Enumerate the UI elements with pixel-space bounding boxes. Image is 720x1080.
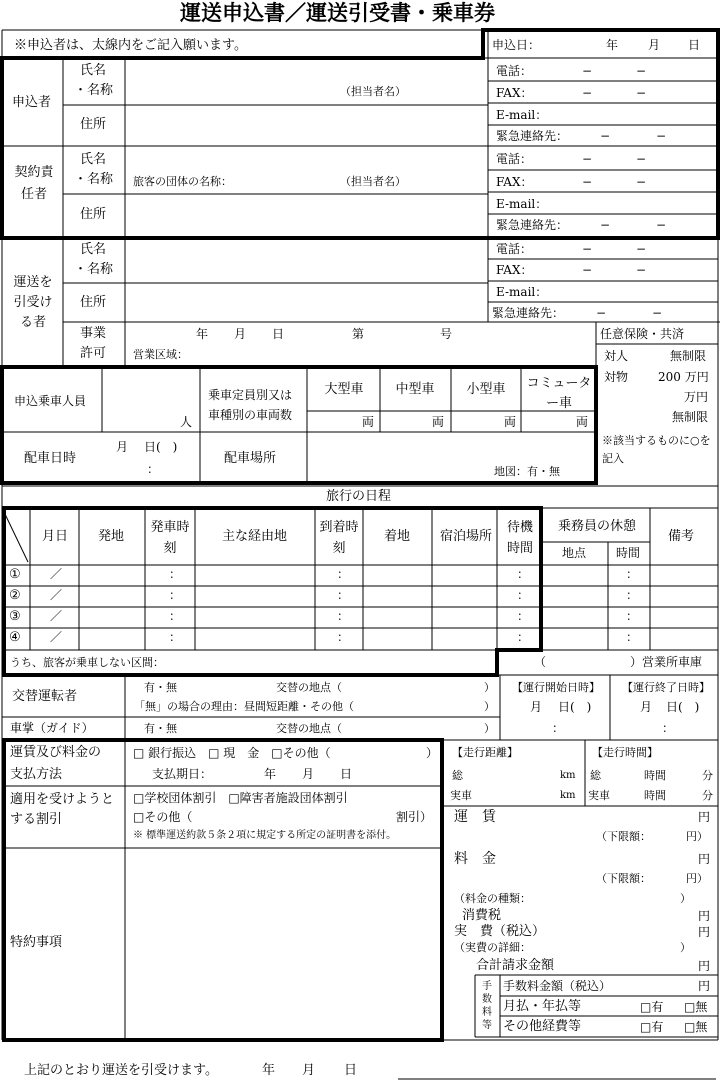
footer-year: 年	[262, 1063, 276, 1078]
dash: −	[582, 175, 593, 189]
row-dep-colon: ：	[169, 609, 182, 623]
dispatch-day: 日( )	[144, 440, 178, 454]
insurance-person-label: 対人	[604, 349, 629, 363]
total-amount-yen: 円	[698, 959, 711, 973]
tax-yen: 円	[698, 909, 711, 923]
insurance-title: 任意保険・共済	[600, 327, 685, 341]
contract-address-label: 住所	[80, 207, 107, 222]
discount-label: 適用を受けようと	[10, 792, 115, 807]
fare-lower-close: 円）	[686, 830, 708, 843]
other-expense-label: その他経費等	[503, 1019, 582, 1034]
fare-lower-label: （下限額：	[596, 830, 651, 843]
monthly-yes-checkbox[interactable]: □有	[640, 1000, 664, 1014]
dash: −	[600, 129, 611, 143]
permit-year: 年	[196, 327, 209, 341]
end-day: 日( )	[666, 700, 700, 714]
row-wait-colon: ：	[517, 609, 530, 623]
dash: −	[652, 306, 663, 320]
emergency-label-2: 緊急連絡先：	[496, 218, 569, 232]
contract-address-field[interactable]	[127, 196, 485, 236]
col-stay: 宿泊場所	[440, 529, 493, 544]
start-day: 日( )	[558, 700, 592, 714]
email-label-3: E-mail：	[496, 285, 548, 299]
contract-name-label2: ・名称	[74, 172, 114, 187]
payment-options-close: ）	[426, 746, 439, 760]
operation-end-label: 【運行終了日時】	[622, 681, 710, 694]
insurance-unlimited: 無制限	[672, 410, 709, 424]
guide-point-label: 交替の地点（	[276, 722, 342, 735]
distance-total-label: 総	[452, 769, 463, 782]
permit-number-suffix: 号	[440, 327, 453, 341]
apply-date-day: 日	[688, 38, 701, 52]
relief-reason-close: ）	[484, 700, 495, 713]
time-total-minute: 分	[702, 769, 713, 782]
dash: −	[636, 175, 647, 189]
payment-label2: 支払方法	[10, 767, 63, 782]
dash: −	[656, 218, 667, 232]
col-route: 主な経由地	[222, 529, 288, 544]
permit-label: 事業	[80, 326, 107, 341]
col-departure-time: 発車時刻	[150, 520, 190, 556]
dash: −	[596, 306, 607, 320]
contract-name-label: 氏名	[80, 152, 107, 167]
tel-label-2: 電話：	[496, 152, 533, 166]
start-month: 月	[530, 700, 543, 714]
row-rest-colon: ：	[626, 588, 639, 602]
group-name-label: 旅客の団体の名称：	[133, 175, 232, 188]
relief-no-reason: 「無」の場合の理由：昼間短距離・その他（	[134, 700, 354, 713]
actual-detail-label: （実費の詳細：	[454, 941, 531, 954]
commission-label: 手数料金額（税込）	[503, 979, 612, 993]
operation-start-label: 【運行開始日時】	[512, 681, 600, 694]
tel-label-3: 電話：	[496, 242, 533, 256]
guide-point-close: ）	[484, 722, 495, 735]
time-actual-minute: 分	[702, 789, 713, 802]
distance-total-unit: km	[560, 770, 576, 781]
time-title: 【走行時間】	[592, 746, 658, 759]
row-wait-colon: ：	[517, 630, 530, 644]
dispatch-month: 月	[116, 440, 129, 454]
dash: −	[636, 263, 647, 277]
fare-yen: 円	[698, 810, 711, 824]
payment-label: 運賃及び料金の	[10, 745, 102, 760]
col-to: 着地	[384, 529, 411, 544]
note-top: ※申込者は、太線内をご記入願います。	[14, 38, 247, 53]
time-total-label: 総	[590, 769, 601, 782]
row-wait-colon: ：	[517, 567, 530, 581]
row-arr-colon: ：	[337, 630, 350, 644]
itinerary-title: 旅行の日程	[326, 489, 392, 504]
end-month: 月	[640, 700, 653, 714]
apply-date-year: 年	[606, 38, 619, 52]
insurance-property-unit: 万円	[684, 390, 709, 404]
dispatch-place-label: 配車場所	[224, 451, 277, 466]
commuter-label: コミューター車	[526, 376, 592, 411]
discount-other-close: 割引）	[396, 810, 433, 824]
payment-options[interactable]: □ 銀行振込 □ 現 金 □その他（	[133, 746, 331, 760]
business-area-label: 営業区域：	[133, 348, 188, 361]
insurance-note: ※該当するものに○を記入	[602, 434, 711, 465]
row-number: ②	[9, 588, 21, 603]
row-rest-colon: ：	[626, 609, 639, 623]
distance-actual-label: 実車	[450, 789, 472, 802]
dash: −	[656, 129, 667, 143]
relief-yes-no: 有・無	[144, 681, 177, 694]
emergency-label-3: 緊急連絡先：	[492, 306, 565, 320]
time-total-hour: 時間	[644, 769, 666, 782]
carrier-name-label2: ・名称	[74, 262, 114, 277]
fax-label-1: FAX：	[496, 86, 533, 100]
dispatch-date-label: 配車日時	[24, 451, 77, 466]
end-time-colon: ：	[662, 721, 675, 735]
col-rest-time: 時間	[616, 546, 641, 560]
row-arr-colon: ：	[337, 588, 350, 602]
distance-actual-unit: km	[560, 790, 576, 801]
unit-large: 両	[362, 415, 375, 429]
charge-kind-label: （料金の種類：	[454, 892, 531, 905]
payment-due-year: 年	[264, 767, 277, 781]
emergency-label-1: 緊急連絡先：	[496, 129, 569, 143]
charge-yen: 円	[698, 852, 711, 866]
guide-label: 車掌（ガイド）	[10, 721, 94, 735]
discount-note: ※ 標準運送約款５条２項に規定する所定の証明書を添付。	[133, 830, 397, 841]
discount-label2: する割引	[10, 812, 63, 827]
col-rest-place: 地点	[562, 546, 587, 560]
passengers-unit: 人	[180, 415, 193, 429]
special-terms-field[interactable]	[128, 851, 439, 1037]
footer-month: 月	[302, 1063, 316, 1078]
total-amount-label: 合計請求金額	[476, 958, 555, 973]
col-wait-time: 待機時間	[506, 520, 533, 556]
unit-medium: 両	[432, 415, 445, 429]
row-rest-colon: ：	[626, 630, 639, 644]
large-bus-label: 大型車	[324, 382, 364, 397]
applicant-address-field[interactable]	[127, 107, 485, 145]
email-label-2: E-mail：	[496, 197, 548, 211]
dash: −	[582, 152, 593, 166]
applicant-name-label2: ・名称	[74, 83, 114, 98]
discount-options[interactable]: □学校団体割引 □障害者施設団体割引	[133, 791, 348, 805]
row-date-slash: ／	[50, 567, 63, 581]
carrier-label: 運送を引受ける者	[13, 275, 53, 330]
actual-detail-close: ）	[680, 941, 691, 954]
fax-label-3: FAX：	[496, 263, 533, 277]
commission-vertical-label: 手数料等	[482, 981, 492, 1031]
tel-label-1: 電話：	[496, 64, 533, 78]
charge-lower-label: （下限額：	[596, 872, 651, 885]
charge-lower-close: 円）	[686, 872, 708, 885]
row-wait-colon: ：	[517, 588, 530, 602]
garage-label: （ ）営業所車庫	[534, 655, 703, 669]
dash: −	[582, 86, 593, 100]
page-title: 運送申込書／運送引受書・乗車券	[180, 1, 495, 25]
commission-yen: 円	[698, 979, 711, 993]
dash: −	[600, 218, 611, 232]
dash: −	[582, 64, 593, 78]
applicant-name-field[interactable]	[127, 60, 485, 104]
applicant-name-label: 氏名	[80, 63, 107, 78]
insurance-person-value: 無制限	[670, 349, 707, 363]
footer-statement: 上記のとおり運送を引受けます。	[24, 1063, 218, 1078]
dispatch-place-field[interactable]	[309, 434, 594, 480]
dash: −	[582, 263, 593, 277]
row-rest-colon: ：	[626, 567, 639, 581]
col-crew-rest: 乗務員の休憩	[558, 519, 637, 534]
no-passenger-section-label: うち、旅客が乗車しない区間：	[10, 656, 164, 669]
col-arrival-time: 到着時刻	[319, 520, 359, 556]
charge-label: 料 金	[454, 851, 496, 867]
row-date-slash: ／	[50, 588, 63, 602]
dispatch-time-colon: ：	[147, 462, 160, 476]
fare-label: 運 賃	[454, 809, 496, 825]
relief-point-close: ）	[484, 681, 495, 694]
guide-yes-no: 有・無	[144, 722, 177, 735]
vehicle-count-label: 乗車定員別又は車種別の車両数	[208, 388, 293, 422]
other-yes-checkbox[interactable]: □有	[640, 1020, 664, 1034]
permit-day: 日	[272, 327, 285, 341]
email-label-1: E-mail：	[496, 108, 548, 122]
distance-title: 【走行距離】	[452, 746, 518, 759]
applicant-address-label: 住所	[80, 117, 107, 132]
permit-month: 月	[234, 327, 247, 341]
dash: −	[636, 64, 647, 78]
payment-due-label: 支払期日：	[152, 767, 213, 781]
row-date-slash: ／	[50, 630, 63, 644]
small-bus-label: 小型車	[466, 382, 506, 397]
payment-due-day: 日	[340, 767, 353, 781]
discount-other[interactable]: □その他（	[133, 810, 193, 824]
unit-small: 両	[504, 415, 517, 429]
permit-number-prefix: 第	[352, 327, 365, 341]
dash: −	[636, 86, 647, 100]
col-from: 発地	[98, 529, 125, 544]
special-terms-label: 特約事項	[10, 935, 63, 950]
contract-name-field[interactable]	[127, 148, 485, 192]
payment-due-month: 月	[302, 767, 315, 781]
contract-person: （担当者名）	[340, 175, 406, 188]
dash: −	[636, 242, 647, 256]
row-arr-colon: ：	[337, 609, 350, 623]
footer-day: 日	[344, 1063, 358, 1078]
row-number: ①	[9, 567, 21, 582]
other-no-checkbox[interactable]: □無	[684, 1020, 708, 1034]
apply-date-label: 申込日：	[492, 38, 541, 52]
insurance-property-value: 200 万円	[658, 370, 709, 384]
start-time-colon: ：	[552, 721, 565, 735]
time-actual-hour: 時間	[644, 789, 666, 802]
row-number: ③	[9, 609, 21, 624]
relief-point-label: 交替の地点（	[276, 681, 342, 694]
charge-kind-close: ）	[680, 892, 691, 905]
time-actual-label: 実車	[588, 789, 610, 802]
relief-driver-label: 交替運転者	[12, 689, 78, 704]
carrier-address-label: 住所	[80, 295, 107, 310]
dash: −	[582, 242, 593, 256]
carrier-name-label: 氏名	[80, 242, 107, 257]
apply-date-month: 月	[648, 38, 661, 52]
actual-expense-yen: 円	[698, 925, 711, 939]
contract-label: 契約責任者	[14, 165, 54, 202]
monthly-no-checkbox[interactable]: □無	[684, 1000, 708, 1014]
col-date: 月日	[42, 529, 69, 544]
monthly-payment-label: 月払・年払等	[503, 999, 582, 1014]
col-remarks: 備考	[668, 529, 695, 544]
unit-commuter: 両	[576, 415, 589, 429]
map-yes-no: 地図：有・無	[494, 465, 560, 478]
row-dep-colon: ：	[169, 630, 182, 644]
medium-bus-label: 中型車	[395, 382, 435, 397]
insurance-property-label: 対物	[604, 370, 629, 384]
row-date-slash: ／	[50, 609, 63, 623]
row-number: ④	[9, 630, 21, 645]
row-dep-colon: ：	[169, 567, 182, 581]
passengers-label: 申込乗車人員	[14, 394, 87, 408]
row-dep-colon: ：	[169, 588, 182, 602]
tax-label: 消費税	[462, 908, 502, 923]
actual-expense-label: 実 費（税込）	[454, 924, 546, 939]
applicant-person: （担当者名）	[340, 85, 406, 98]
row-arr-colon: ：	[337, 567, 350, 581]
fax-label-2: FAX：	[496, 175, 533, 189]
applicant-label: 申込者	[12, 95, 52, 110]
permit-label2: 許可	[80, 346, 107, 361]
dash: −	[636, 152, 647, 166]
